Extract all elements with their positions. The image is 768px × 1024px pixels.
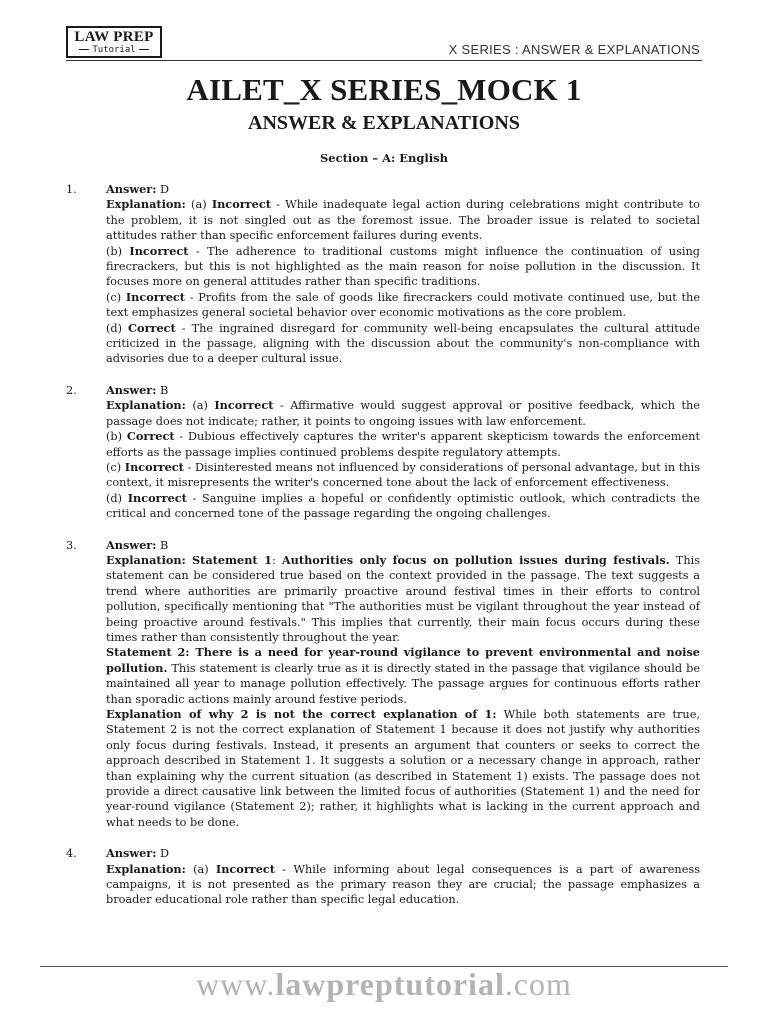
explanation-emphasis: Correct xyxy=(128,320,176,335)
footer-url-main: lawpreptutorial xyxy=(275,966,505,1002)
explanation-emphasis: Incorrect xyxy=(127,490,187,505)
answer-label: Answer: xyxy=(106,846,157,861)
explanation-label: Explanation: xyxy=(106,197,186,212)
section-heading: Section – A: English xyxy=(319,151,448,165)
answer-block xyxy=(66,846,700,908)
explanation-label: Explanation: xyxy=(106,552,186,567)
footer-url-suffix: .com xyxy=(504,966,572,1002)
explanation-text: This statement can be considered true based on the context provided in the passage. The text suggests a trend where authorities are primarily proactive around festival times in their efforts to control pollution, specifically mentioning that "The authorities must be vigilant throughout the year instead of being proactive around festivals." This implies that currently, their main focus occurs during these times rather than consistently throughout the year. xyxy=(106,553,701,644)
answer-line xyxy=(106,846,700,861)
explanation-emphasis: Statement 2: There is a need for year-round vigilance to prevent environmental and noise pollution. xyxy=(106,645,700,675)
answer-value: D xyxy=(159,183,170,196)
explanation-text: - Dubious effectively captures the writer's apparent skepticism towards the enforcement efforts as the passage implies continued problems despite regulatory attempts. xyxy=(106,430,700,459)
explanation-text: (c) xyxy=(106,290,126,304)
explanation-label: Explanation: xyxy=(106,861,186,876)
answers-list xyxy=(66,182,700,924)
explanation-text: - Affirmative would suggest approval or positive feedback, which the passage does not indicate; rather, it points to ongoing issues with law enforcement. xyxy=(106,399,700,428)
explanation-paragraph xyxy=(106,862,700,908)
explanation-emphasis: Statement 1 xyxy=(191,552,272,567)
question-number: 1. xyxy=(66,183,77,196)
explanation-text: While both statements are true, Statement 2 is not the correct explanation of Statement 1 because it does not justify why authorities only focus during festivals. Instead, it presents an argument that counters or seeks to correct the approach described in Statement 1. It suggests a solution or a necessary change in approach, rather than explaining why the current situation (as described in Statement 1) exists. The passage does not provide a direct causative link between the limited focus of authorities (Statement 1) and the need for year-round vigilance (Statement 2); rather, it highlights what is lacking in the current approach and what needs to be done. xyxy=(106,708,700,829)
explanation-text: (d) xyxy=(106,491,128,505)
explanation-paragraph xyxy=(106,398,700,429)
footer-url-prefix: www. xyxy=(196,966,276,1002)
explanation-paragraph xyxy=(106,197,700,243)
question-number: 3. xyxy=(66,538,77,552)
answer-label: Answer: xyxy=(106,382,157,397)
explanation-text: - The ingrained disregard for community well-being encapsulates the cultural attitude criticized in the passage, aligning with the discussion about the community's non-compliance with advisories due to a deeper cultural issue. xyxy=(106,321,701,366)
explanation-text: - Disinterested means not influenced by considerations of personal advantage, but in this context, it misrepresents the writer's concerned tone about the lack of enforcement effectiveness. xyxy=(106,460,700,490)
explanation-emphasis: Correct xyxy=(126,429,175,444)
explanation-paragraph xyxy=(106,244,700,290)
explanation-text: (a) xyxy=(192,399,215,413)
answer-label: Answer: xyxy=(106,537,157,552)
explanation-emphasis: Incorrect xyxy=(125,289,185,304)
explanation-text: (b) xyxy=(106,244,130,258)
answer-block xyxy=(66,538,700,831)
answer-line xyxy=(106,182,700,197)
answer-line xyxy=(106,383,700,398)
explanation-text: (a) xyxy=(193,862,216,876)
answer-value: B xyxy=(159,383,169,397)
explanation-text: - Profits from the sale of goods like firecrackers could motivate continued use, but the text emphasizes general societal behavior over economic motivations as the core problem. xyxy=(106,290,701,320)
explanation-paragraph xyxy=(106,290,700,321)
explanation-paragraph xyxy=(106,553,700,645)
lawprep-logo xyxy=(66,26,162,58)
explanation-text: This statement is clearly true as it is directly stated in the passage that vigilance should be maintained all year to manage pollution effectively. The passage argues for continuous efforts rather than sporadic actions mainly around festive periods. xyxy=(106,661,700,706)
answer-label: Answer: xyxy=(106,182,157,196)
explanation-emphasis: Incorrect xyxy=(124,459,184,474)
header-series-label: X SERIES : ANSWER & EXPLANATIONS xyxy=(448,42,700,57)
question-number: 4. xyxy=(66,847,77,861)
explanation-label: Explanation: xyxy=(106,398,186,413)
footer-url xyxy=(0,966,768,1003)
explanation-emphasis: Authorities only focus on pollution issues during festivals. xyxy=(281,552,670,567)
explanation-paragraph xyxy=(106,645,700,707)
explanation-text: - Sanguine implies a hopeful or confidently optimistic outlook, which contradicts the critical and concerned tone of the passage regarding the ongoing challenges. xyxy=(106,491,701,521)
explanation-text: (a) xyxy=(191,198,212,212)
explanation-text: - While inadequate legal action during celebrations might contribute to the problem, it is not singled out as the foremost issue. The broader issue is related to societal attitudes rather than specific enforcement failures during events. xyxy=(106,198,700,243)
answer-block xyxy=(66,182,700,367)
explanation-paragraph xyxy=(106,429,700,460)
answer-value: D xyxy=(159,847,170,861)
explanation-emphasis: Explanation of why 2 is not the correct explanation of 1: xyxy=(106,707,497,721)
explanation-text: (b) xyxy=(106,430,127,444)
explanation-emphasis: Incorrect xyxy=(129,243,189,258)
header-divider xyxy=(66,60,702,61)
logo-line-1: LAW PREP xyxy=(74,29,154,45)
explanation-text: : xyxy=(271,553,282,567)
explanation-text: (d) xyxy=(106,321,129,335)
explanation-text: - The adherence to traditional customs might influence the continuation of using firecrackers, but this is not highlighted as the main reason for noise pollution in the discussion. It focuses more on general attitudes rather than specific traditions. xyxy=(106,244,700,289)
answer-value: B xyxy=(159,538,169,552)
explanation-emphasis: Incorrect xyxy=(215,861,276,876)
question-number: 2. xyxy=(66,383,77,397)
explanation-text: - While informing about legal consequences is a part of awareness campaigns, it is not presented as the primary reason they are crucial; the passage emphasizes a broader educational role rather than specific legal education. xyxy=(106,862,700,907)
page-subtitle: ANSWER & EXPLANATIONS xyxy=(248,112,520,134)
explanation-emphasis: Incorrect xyxy=(211,197,271,212)
explanation-paragraph xyxy=(106,707,700,830)
logo-line-2: Tutorial xyxy=(68,46,160,55)
page-title: AILET_X SERIES_MOCK 1 xyxy=(186,72,582,107)
explanation-paragraph xyxy=(106,321,700,367)
explanation-paragraph xyxy=(106,491,700,522)
explanation-paragraph xyxy=(106,460,700,491)
explanation-emphasis: Incorrect xyxy=(214,398,274,413)
explanation-text: (c) xyxy=(106,460,125,474)
answer-line xyxy=(106,538,700,553)
answer-block xyxy=(66,383,700,522)
